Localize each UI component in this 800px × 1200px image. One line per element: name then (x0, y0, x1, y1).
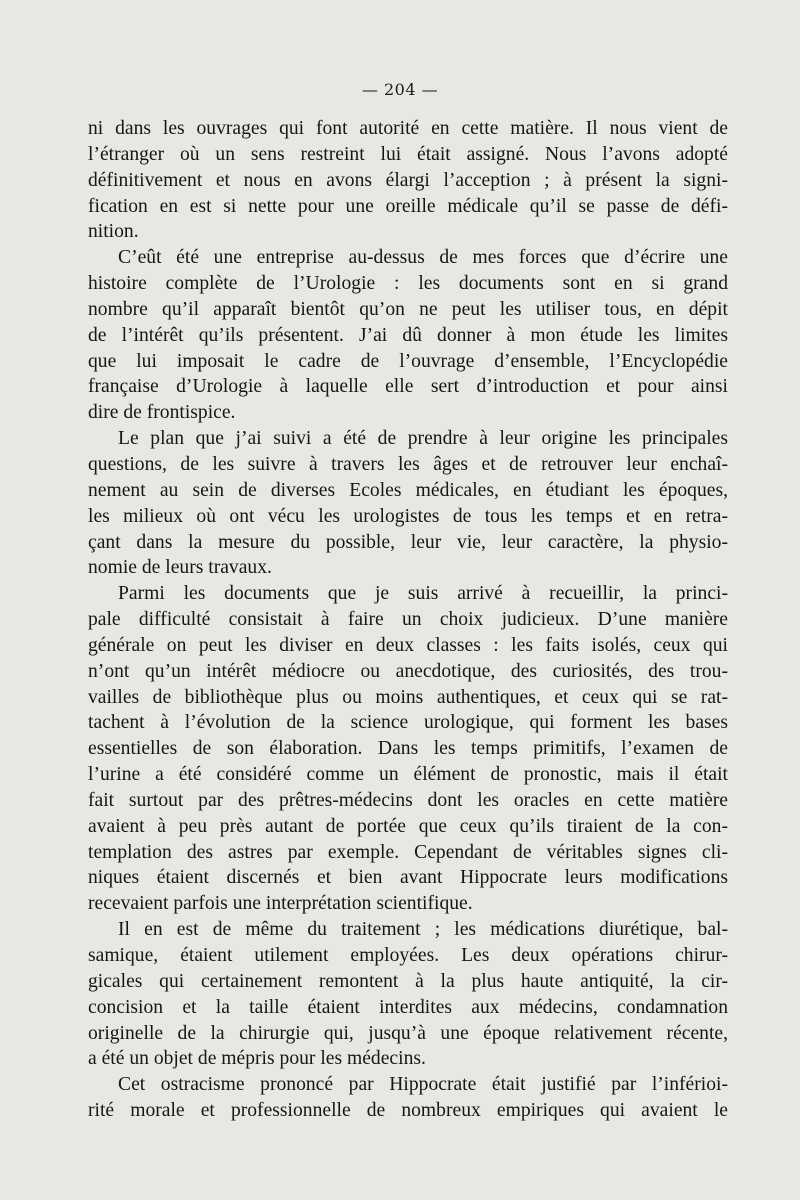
text-line: ni dans les ouvrages qui font autorité en cette matière. Il nous vient de (88, 118, 728, 139)
text-line: histoire complète de l’Urologie : les documents sont en si grand (88, 273, 728, 295)
text-line: gicales qui certainement remontent à la plus haute antiquité, la cir- (88, 970, 728, 992)
paragraph (88, 1072, 728, 1124)
text-line: templation des astres par exemple. Cependant de véritables signes cli- (88, 841, 728, 863)
text-line: générale on peut les diviser en deux classes : les faits isolés, ceux qui (88, 634, 728, 656)
text-line: tachent à l’évolution de la science urologique, qui forment les bases (88, 712, 728, 734)
paragraph (88, 116, 728, 245)
text-line: Parmi les documents que je suis arrivé à recueillir, la princi- (118, 583, 728, 605)
text-line: l’étranger où un sens restreint lui était assigné. Nous l’avons adopté (88, 143, 728, 165)
text-line: recevaient parfois une interprétation scientifique. (88, 893, 473, 915)
text-line: les milieux où ont vécu les urologistes de tous les temps et en retra- (88, 505, 728, 527)
text-line: vailles de bibliothèque plus ou moins authentiques, et ceux qui se rat- (88, 686, 728, 708)
page-number: — 204 — (361, 80, 439, 99)
text-line: C’eût été une entreprise au-dessus de mes forces que d’écrire une (118, 247, 728, 269)
text-line: fication en est si nette pour une oreille médicale qu’il se passe de défi- (88, 195, 728, 217)
text-line: n’ont qu’un intérêt médiocre ou anecdotique, des curiosités, des trou- (88, 660, 728, 682)
text-line: avaient à peu près autant de portée que ceux qu’ils tiraient de la con- (88, 815, 728, 837)
text-line: rité morale et professionnelle de nombreux empiriques qui avaient le (88, 1100, 728, 1122)
text-line: nombre qu’il apparaît bientôt qu’on ne peut les utiliser tous, en dépit (88, 298, 728, 320)
text-line: originelle de la chirurgie qui, jusqu’à une époque relativement récente, (88, 1022, 728, 1044)
text-line: Il en est de même du traitement ; les médications diurétique, bal- (118, 919, 728, 941)
text-line: a été un objet de mépris pour les médecins. (88, 1048, 426, 1070)
text-line: nement au sein de diverses Ecoles médicales, en étudiant les époques, (88, 479, 728, 501)
text-line: l’urine a été considéré comme un élément de pronostic, mais il était (88, 764, 728, 786)
text-line: niques étaient discernés et bien avant Hippocrate leurs modifications (88, 867, 728, 889)
text-line: nition. (88, 221, 139, 243)
text-line: Le plan que j’ai suivi a été de prendre à leur origine les principales (118, 428, 728, 450)
text-line: dire de frontispice. (88, 402, 236, 424)
paragraph (88, 917, 728, 1072)
paragraph (88, 581, 728, 917)
text-line: fait surtout par des prêtres-médecins dont les oracles en cette matière (88, 789, 728, 811)
body-text (88, 116, 728, 1124)
text-line: Cet ostracisme prononcé par Hippocrate était justifié par l’inférioi- (118, 1074, 728, 1096)
text-line: pale difficulté consistait à faire un choix judicieux. D’une manière (88, 609, 728, 631)
paragraph (88, 245, 728, 426)
text-line: de l’intérêt qu’ils présentent. J’ai dû donner à mon étude les limites (88, 324, 728, 346)
text-line: que lui imposait le cadre de l’ouvrage d’ensemble, l’Encyclopédie (88, 350, 728, 372)
text-line: questions, de les suivre à travers les âges et de retrouver leur enchaî- (88, 453, 728, 475)
text-line: définitivement et nous en avons élargi l’acception ; à présent la signi- (88, 169, 728, 191)
text-line: çant dans la mesure du possible, leur vie, leur caractère, la physio- (88, 531, 728, 553)
paragraph (88, 426, 728, 581)
text-line: samique, étaient utilement employées. Les deux opérations chirur- (88, 945, 728, 966)
text-line: nomie de leurs travaux. (88, 557, 272, 579)
text-line: concision et la taille étaient interdites aux médecins, condamnation (88, 996, 728, 1018)
text-line: essentielles de son élaboration. Dans les temps primitifs, l’examen de (88, 738, 728, 760)
text-line: française d’Urologie à laquelle elle sert d’introduction et pour ainsi (88, 376, 728, 398)
